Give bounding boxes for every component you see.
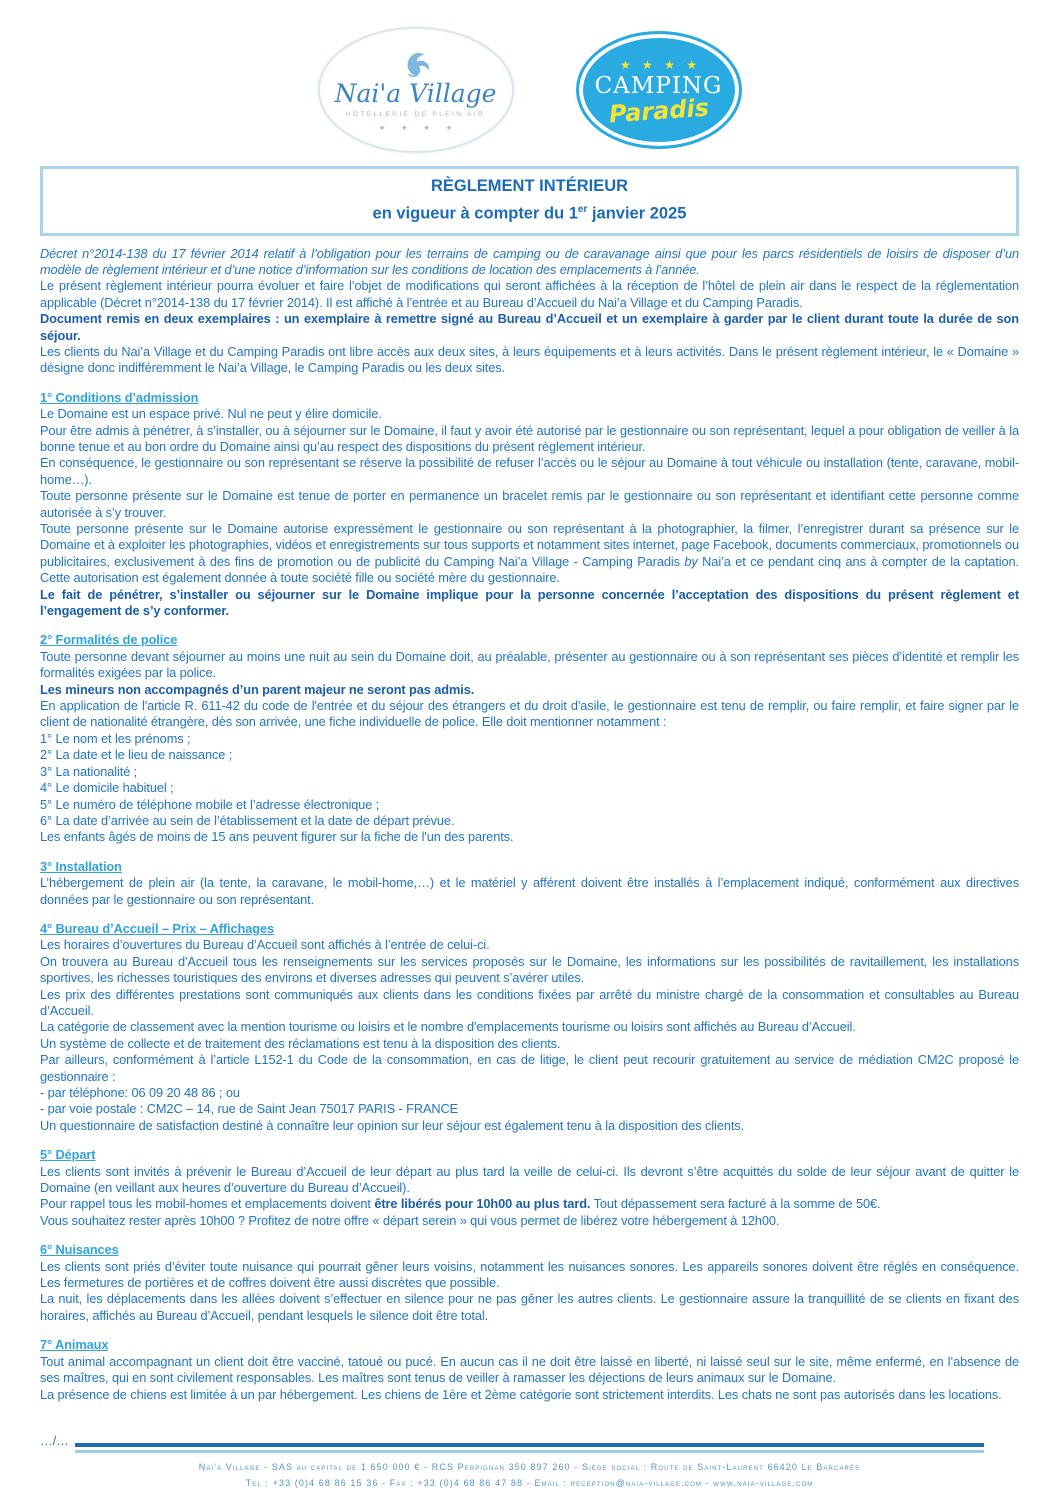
section-paragraph: En conséquence, le gestionnaire ou son représentant se réserve la possibilité de refuser l’accès ou le séjour au Domaine à tout véhicule ou installation (tente, caravane, mobil-home…). (40, 455, 1019, 487)
section-paragraph: Le fait de pénétrer, s’installer ou séjourner sur le Domaine implique pour la personne concernée l’acceptation des dispositions du présent règlement et l’engagement de s’y conformer. (40, 586, 1019, 619)
naia-logo-subtitle: HÔTELLERIE DE PLEIN AIR (345, 110, 486, 118)
footer-rule-dark (75, 1443, 984, 1447)
footer-contact-line: Tel : +33 (0)4 68 86 15 36 - Fax : +33 (0)4 68 86 47 88 - Email : reception@naia-village.com - www.naia-village.com (245, 1478, 814, 1488)
section-paragraph: La catégorie de classement avec la mention tourisme ou loisirs et le nombre d'emplacements tourisme ou loisirs sont affichés au Bureau d’Accueil. (40, 1019, 856, 1035)
section-paragraph: Les horaires d’ouvertures du Bureau d’Accueil sont affichés à l’entrée de celui-ci. (40, 937, 490, 953)
header-logos (0, 0, 1059, 154)
section-paragraph: 4° Le domicile habituel ; (40, 780, 174, 796)
section-paragraph: - par voie postale : CM2C – 14, rue de Saint Jean 75017 PARIS - FRANCE (40, 1101, 459, 1117)
section-paragraph: On trouvera au Bureau d'Accueil tous les renseignements sur les services proposés sur le Domaine, les informations sur les possibilités de ravitaillement, les installations sportives, les richesses touristiques des environs et diverses adresses qui peuvent s’avérer utiles. (40, 953, 1019, 986)
section-paragraph: Pour être admis à pénétrer, à s’installer, ou à séjourner sur le Domaine, il faut y avoir été autorisé par le gestionnaire ou son représentant, lequel a pour obligation de veiller à la bonne tenue et au bon ordre du Domaine ainsi qu’au respect des dispositions du présent règlement intérieur. (40, 422, 1019, 454)
section-paragraph: 2° La date et le lieu de naissance ; (40, 747, 233, 763)
title-box (40, 166, 1019, 236)
section-paragraph: Un système de collecte et de traitement des réclamations est tenu à la disposition des clients. (40, 1035, 561, 1051)
camping-logo-line1: CAMPING (594, 72, 723, 99)
document-content (40, 246, 1019, 1450)
star-icons: ★ ★ ★ ★ (619, 57, 702, 72)
section-paragraph: - par téléphone: 06 09 20 48 86 ; ou (40, 1085, 240, 1100)
section-heading: 7° Animaux (40, 1337, 109, 1353)
section-paragraph: Par ailleurs, conformément à l’article L152-1 du Code de la consommation, en cas de litige, le client peut recourir gratuitement au service de médiation CM2C proposé le gestionnaire : (40, 1052, 1019, 1084)
continuation-mark: …/… (40, 1432, 69, 1448)
section-heading: 3° Installation (40, 858, 122, 874)
section-paragraph: En application de l'article R. 611-42 du code de l'entrée et du séjour des étrangers et du droit d'asile, le gestionnaire est tenu de remplir, ou faire remplir, et faire signer par le client de nationalité étrangère, dès son arrivée, une fiche individuelle de police. Elle doit mentionner notamment : (40, 698, 1019, 730)
section-paragraph: 1° Le nom et les prénoms ; (40, 730, 191, 746)
section-heading: 2° Formalités de police (40, 632, 178, 648)
section-paragraph: Les enfants âgés de moins de 15 ans peuvent figurer sur la fiche de l'un des parents. (40, 829, 514, 845)
section-heading: 4° Bureau d’Accueil – Prix – Affichages (40, 920, 275, 936)
footer-rule-light (75, 1450, 984, 1453)
section-paragraph: La présence de chiens est limitée à un par hébergement. Les chiens de 1ère et 2ème catégorie sont strictement interdits. Les chats ne sont pas autorisés dans les locations. (40, 1386, 1002, 1402)
section-paragraph: Toute personne présente sur le Domaine autorise expressément le gestionnaire ou son représentant à la photographier, la filmer, l’enregistrer durant sa présence sur le Domaine et à exploiter les photographies, vidéos et enregistrements sur tous supports et notamment sites internet, page Facebook, documents commerciaux, promotionnels ou publicitaires, exclusivement à des fins de promotion ou de publicité du Camping Nai’a Village - Camping Paradis by Nai’a et ce pendant cinq ans à compter de la captation. Cette autorisation est également donnée à toute société fille ou société mère du gestionnaire. (40, 521, 1019, 586)
section-paragraph: Toute personne présente sur le Domaine est tenue de porter en permanence un bracelet remis par le gestionnaire ou son représentant et identifiant cette personne comme autorisée à s’y trouver. (40, 488, 1019, 520)
footer-company-line: Nai'a Village - SAS au capital de 1 650 000 € - RCS Perpignan 350 897 260 - Siège social : Route de Saint-Laurent 66420 Le Barcarès (198, 1462, 861, 1472)
section-paragraph: 5° Le numéro de téléphone mobile et l’adresse électronique ; (40, 796, 380, 812)
section-paragraph: L’hébergement de plein air (la tente, la caravane, le mobil-home,…) et le matériel y afférent doivent être installés à l’emplacement indiqué, conformément aux directives données par le gestionnaire ou son représentant. (40, 875, 1019, 907)
section-paragraph: La nuit, les déplacements dans les allées doivent s’effectuer en silence pour ne pas gêner les autres clients. Le gestionnaire assure la tranquillité de se clients en fixant des horaires, affichés au Bureau d’Accueil, pendant lesquels le silence doit être total. (40, 1291, 1019, 1323)
section-heading: 6° Nuisances (40, 1242, 119, 1258)
camping-paradis-logo (576, 31, 742, 149)
section-paragraph: 6° La date d’arrivée au sein de l’établissement et la date de départ prévue. (40, 812, 455, 828)
section-paragraph: Les clients sont invités à prévenir le Bureau d’Accueil de leur départ au plus tard la veille de celui-ci. Ils devront s’être acquittés du solde de leur séjour avant de quitter le Domaine (en veillant aux heures d’ouverture du Bureau d’Accueil). (40, 1163, 1019, 1196)
intro-paragraph: Le présent règlement intérieur pourra évoluer et faire l’objet de modifications qui seront affichées à la réception de l’hôtel de plein air dans le respect de la réglementation applicable (Décret n°2014-138 du 17 février 2014). Il est affiché à l’entrée et au Bureau d’Accueil du Nai’a Village et du Camping Paradis. (40, 278, 1019, 310)
section-paragraph: Les prix des différentes prestations sont communiqués aux clients dans les conditions fixées par arrêté du ministre chargé de la consommation et consultables au Bureau d’Accueil. (40, 986, 1019, 1018)
section-paragraph: Vous souhaitez rester après 10h00 ? Profitez de notre offre « départ serein » qui vous permet de libérez votre hébergement à 12h00. (40, 1212, 780, 1228)
document-title-line2: en vigueur à compter du 1er janvier 2025 (372, 204, 687, 223)
section-paragraph: Toute personne devant séjourner au moins une nuit au sein du Domaine doit, au préalable, présenter au gestionnaire ou à son représentant ses pièces d’identité et remplir les formalités exigées par la police. (40, 648, 1019, 681)
section-paragraph: Les clients sont priés d’éviter toute nuisance qui pourrait gêner leurs voisins, notamment les nuisances sonores. Les appareils sonores doivent être réglés en conséquence. Les fermetures de portières et de coffres doivent être aussi discrètes que possible. (40, 1258, 1019, 1291)
section-paragraph: Un questionnaire de satisfaction destiné à connaître leur opinion sur leur séjour est également tenu à la disposition des clients. (40, 1117, 745, 1133)
naia-logo-name: Nai'a Village (334, 78, 497, 108)
intro-paragraph: Document remis en deux exemplaires : un exemplaire à remettre signé au Bureau d’Accueil et un exemplaire à garder par le client durant toute la durée de son séjour. (40, 311, 1019, 343)
document-title-line1: RÈGLEMENT INTÉRIEUR (430, 177, 629, 195)
intro-paragraph: Les clients du Nai’a Village et du Camping Paradis ont libre accès aux deux sites, à leurs équipements et à leurs activités. Dans le présent règlement intérieur, le « Domaine » désigne donc indifféremment le Nai’a Village, le Camping Paradis ou les deux sites. (40, 343, 1019, 376)
section-paragraph: Pour rappel tous les mobil-homes et emplacements doivent être libérés pour 10h00 au plus tard. Tout dépassement sera facturé à la somme de 50€. (40, 1196, 881, 1212)
star-icons: ★ ★ ★ ★ (379, 124, 459, 132)
page-footer (0, 1443, 1059, 1491)
section-paragraph: Le Domaine est un espace privé. Nul ne peut y élire domicile. (40, 406, 382, 422)
section-paragraph: Les mineurs non accompagnés d’un parent majeur ne seront pas admis. (40, 681, 475, 697)
section-heading: 1° Conditions d’admission (40, 389, 199, 405)
camping-logo-line2: Paradis (607, 93, 710, 128)
section-paragraph: Tout animal accompagnant un client doit être vacciné, tatoué ou pucé. En aucun cas il ne doit être laissé en liberté, ni laissé seul sur le site, même enfermé, en l’absence de ses maîtres, qui en sont civilement responsables. Les maîtres sont tenus de veiller à ramasser les déjections de leurs animaux sur le Domaine. (40, 1353, 1019, 1386)
naia-village-logo (318, 27, 514, 153)
section-paragraph: 3° La nationalité ; (40, 763, 138, 779)
intro-paragraph: Décret n°2014-138 du 17 février 2014 relatif à l’obligation pour les terrains de camping ou de caravanage ainsi que pour les parcs résidentiels de loisirs de disposer d’un modèle de règlement intérieur et d’une notice d’information sur les conditions de location des emplacements à l’année. (40, 245, 1019, 277)
section-heading: 5° Départ (40, 1147, 96, 1163)
